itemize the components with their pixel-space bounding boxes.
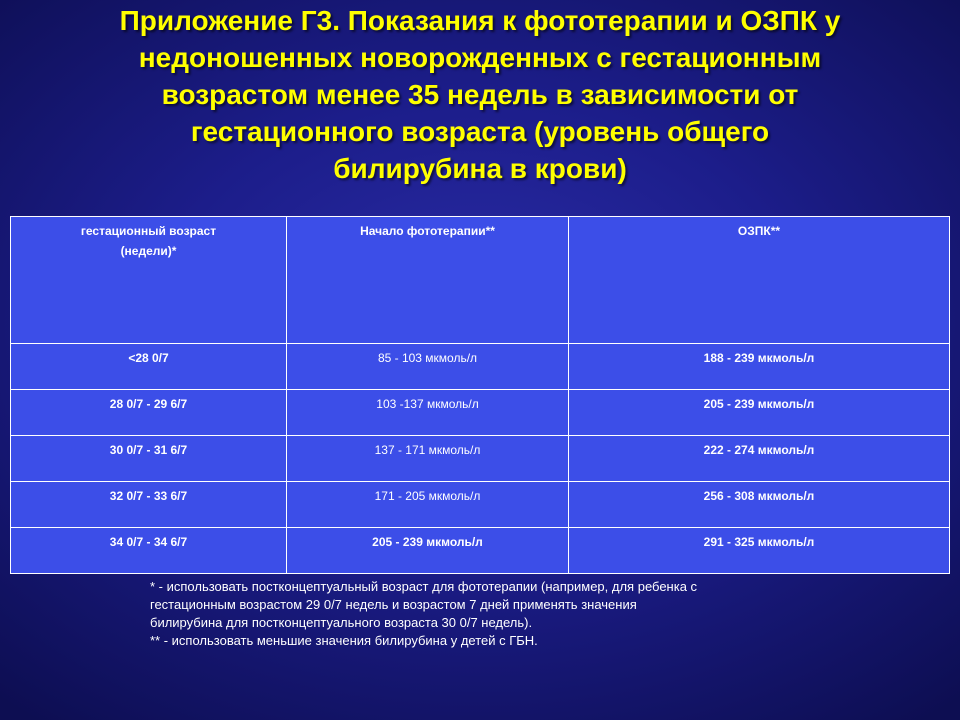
cell-age: 34 0/7 - 34 6/7 (11, 528, 287, 574)
cell-age: <28 0/7 (11, 344, 287, 390)
cell-ozpk: 222 - 274 мкмоль/л (569, 436, 950, 482)
cell-age: 30 0/7 - 31 6/7 (11, 436, 287, 482)
cell-age: 32 0/7 - 33 6/7 (11, 482, 287, 528)
title-line: гестационного возраста (уровень общего (190, 116, 770, 147)
title-line: недоношенных новорожденных с гестационным (138, 42, 822, 73)
footnote-line: ** - использовать меньшие значения билирубина у детей с ГБН. (150, 633, 538, 648)
header-phototherapy: Начало фототерапии** (287, 217, 569, 344)
table-row (11, 390, 950, 436)
footnotes (150, 578, 850, 650)
cell-ozpk: 291 - 325 мкмоль/л (569, 528, 950, 574)
title-line: возрастом менее 35 недель в зависимости от (161, 79, 799, 110)
footnote-line: билирубина для постконцептуального возраста 30 0/7 недель). (150, 615, 533, 630)
header-age-line: гестационный возраст (80, 224, 217, 238)
table-row (11, 528, 950, 574)
cell-phototherapy: 171 - 205 мкмоль/л (287, 482, 569, 528)
cell-phototherapy: 85 - 103 мкмоль/л (287, 344, 569, 390)
header-age-line: (недели)* (120, 244, 177, 258)
title-line: билирубина в крови) (333, 153, 627, 184)
table-row (11, 482, 950, 528)
indications-table (10, 216, 950, 574)
slide-title (60, 2, 900, 187)
table-row (11, 436, 950, 482)
cell-phototherapy: 137 - 171 мкмоль/л (287, 436, 569, 482)
cell-phototherapy: 205 - 239 мкмоль/л (287, 528, 569, 574)
table-header-row (11, 217, 950, 344)
footnote-line: гестационным возрастом 29 0/7 недель и возрастом 7 дней применять значения (150, 597, 637, 612)
cell-age: 28 0/7 - 29 6/7 (11, 390, 287, 436)
table-row (11, 344, 950, 390)
footnote-line: * - использовать постконцептуальный возраст для фототерапии (например, для ребенка с (150, 579, 698, 594)
cell-ozpk: 256 - 308 мкмоль/л (569, 482, 950, 528)
cell-phototherapy: 103 -137 мкмоль/л (287, 390, 569, 436)
title-line: Приложение Г3. Показания к фототерапии и ОЗПК у (119, 5, 841, 36)
header-gestational-age (11, 217, 287, 344)
header-ozpk: ОЗПК** (569, 217, 950, 344)
cell-ozpk: 188 - 239 мкмоль/л (569, 344, 950, 390)
cell-ozpk: 205 - 239 мкмоль/л (569, 390, 950, 436)
